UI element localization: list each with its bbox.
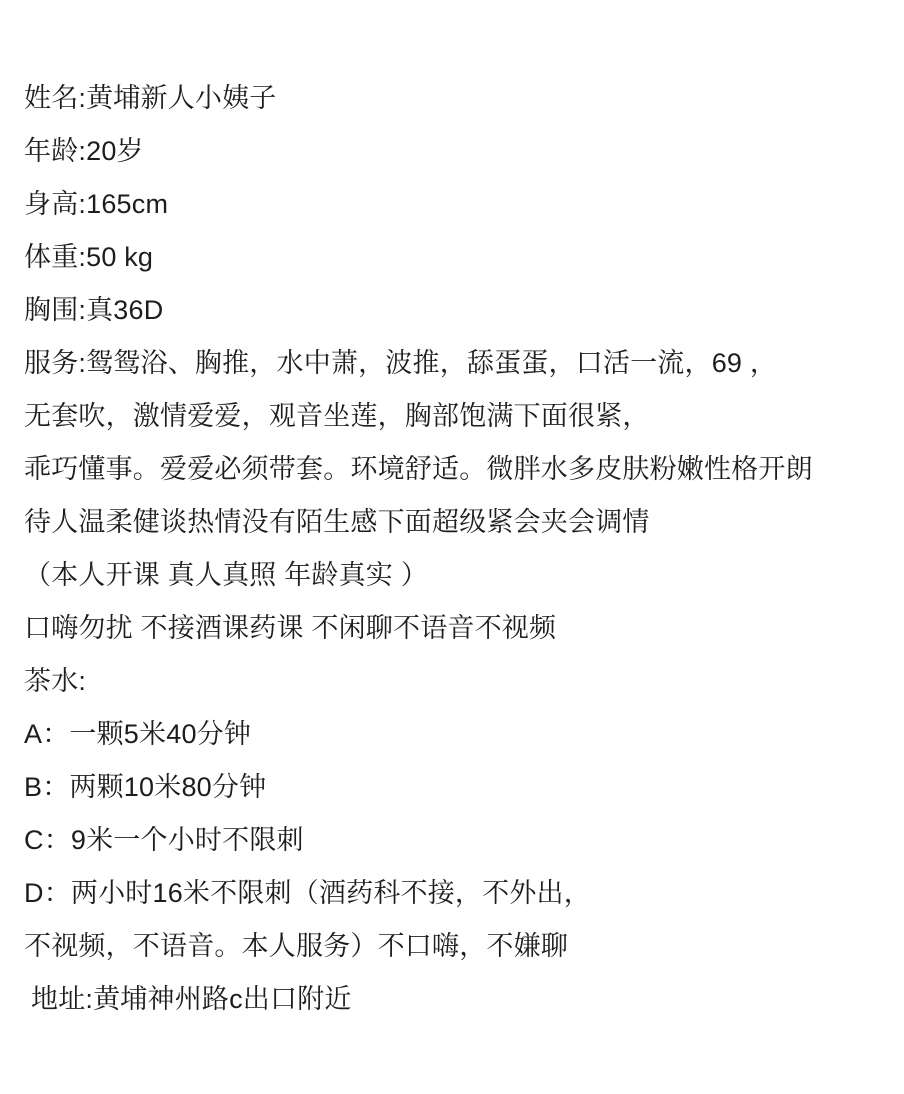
text-line: 茶水: <box>24 666 87 696</box>
text-line: B：两颗10米80分钟 <box>24 772 267 802</box>
text-line: D：两小时16米不限刺（酒药科不接，不外出， <box>24 878 591 908</box>
text-line: 体重:50 kg <box>24 242 154 272</box>
text-line: 不视频，不语音。本人服务）不口嗨，不嫌聊 <box>24 931 568 961</box>
text-line: 待人温柔健谈热情没有陌生感下面超级紧会夹会调情 <box>24 507 650 537</box>
text-line: （本人开课 真人真照 年龄真实 ） <box>24 560 428 590</box>
text-line: 服务:鸳鸳浴、胸推，水中萧，波推，舔蛋蛋，口活一流，69 ， <box>24 348 778 378</box>
text-line: C：9米一个小时不限刺 <box>24 825 304 855</box>
text-line: 胸围:真36D <box>24 295 164 325</box>
text-line: 乖巧懂事。爱爱必须带套。环境舒适。微胖水多皮肤粉嫩性格开朗 <box>24 454 813 484</box>
text-line: 身高:165cm <box>24 189 169 219</box>
text-line: A：一颗5米40分钟 <box>24 719 252 749</box>
text-line: 年龄:20岁 <box>24 136 144 166</box>
document-text-block <box>24 72 880 1026</box>
text-line: 无套吹，激情爱爱，观音坐莲，胸部饱满下面很紧， <box>24 401 650 431</box>
text-line: 口嗨勿扰 不接酒课药课 不闲聊不语音不视频 <box>24 613 557 643</box>
text-line: 地址:黄埔神州路c出口附近 <box>31 984 352 1014</box>
text-line: 姓名:黄埔新人小姨子 <box>24 83 277 113</box>
